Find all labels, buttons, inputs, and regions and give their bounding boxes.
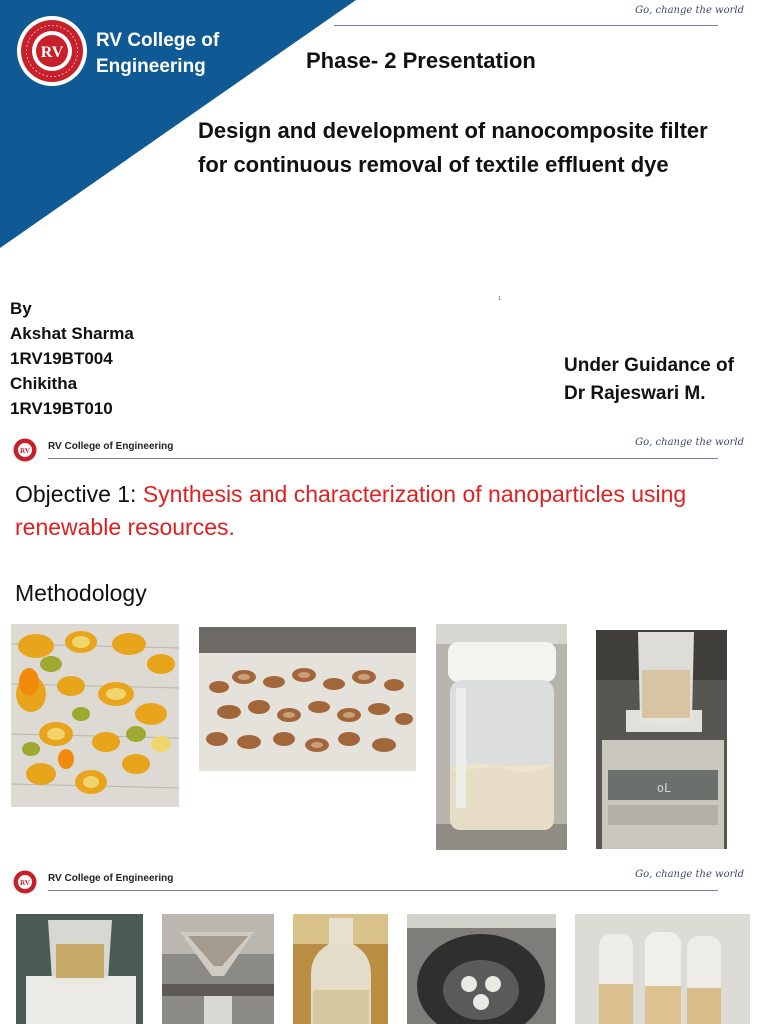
phase-heading: Phase- 2 Presentation xyxy=(306,48,536,73)
guidance-block xyxy=(564,352,734,408)
glass-bottle-photo xyxy=(293,914,388,1024)
college-name: RV College of Engineering xyxy=(48,441,174,452)
objective-prefix: Objective 1: xyxy=(15,481,143,507)
objective-heading xyxy=(15,478,755,544)
svg-text:oL: oL xyxy=(656,781,672,795)
svg-text:RV: RV xyxy=(40,44,64,61)
college-name: RV College of Engineering xyxy=(48,873,174,884)
centrifuge-photo xyxy=(407,914,556,1024)
methodology-heading: Methodology xyxy=(15,580,147,606)
tagline: Go, change the world xyxy=(635,437,744,448)
dried-peels-tray-photo xyxy=(199,627,416,771)
objective-slide xyxy=(0,432,768,864)
presentation-title: Design and development of nanocomposite filter for continuous removal of textile effluent dye xyxy=(198,118,708,177)
header-rule xyxy=(48,458,718,459)
authors-block xyxy=(10,296,134,421)
rvce-logo-icon xyxy=(13,870,37,894)
guide-name: Dr Rajeswari M. xyxy=(564,383,706,404)
powder-jar-photo xyxy=(436,624,567,850)
test-tubes-photo xyxy=(575,914,750,1024)
citrus-peels-photo xyxy=(11,624,179,807)
page-number: 1 xyxy=(498,296,501,302)
header-rule xyxy=(334,25,718,26)
by-label: By xyxy=(10,299,32,318)
author-line: 1RV19BT010 xyxy=(10,399,113,418)
author-line: 1RV19BT004 xyxy=(10,349,113,368)
author-line: Chikitha xyxy=(10,374,78,393)
beaker-on-stirrer-photo xyxy=(16,914,143,1024)
rvce-logo-icon xyxy=(16,15,88,87)
rvce-logo-icon xyxy=(13,438,37,462)
tagline: Go, change the world xyxy=(635,869,744,880)
header-rule xyxy=(48,890,718,891)
objective-text: Synthesis and characterization of nanoparticles using renewable resources. xyxy=(15,481,687,540)
author-line: Akshat Sharma xyxy=(10,324,134,343)
funnel-filtration-photo xyxy=(162,914,274,1024)
guidance-label: Under Guidance of xyxy=(564,355,734,376)
tagline: Go, change the world xyxy=(635,5,744,16)
college-name: RV College of Engineering xyxy=(96,30,220,77)
svg-text:RV: RV xyxy=(20,447,30,455)
weighing-balance-photo xyxy=(596,630,727,849)
methodology-slide-2 xyxy=(0,864,768,1024)
svg-text:RV: RV xyxy=(20,879,30,887)
title-slide xyxy=(0,0,768,432)
